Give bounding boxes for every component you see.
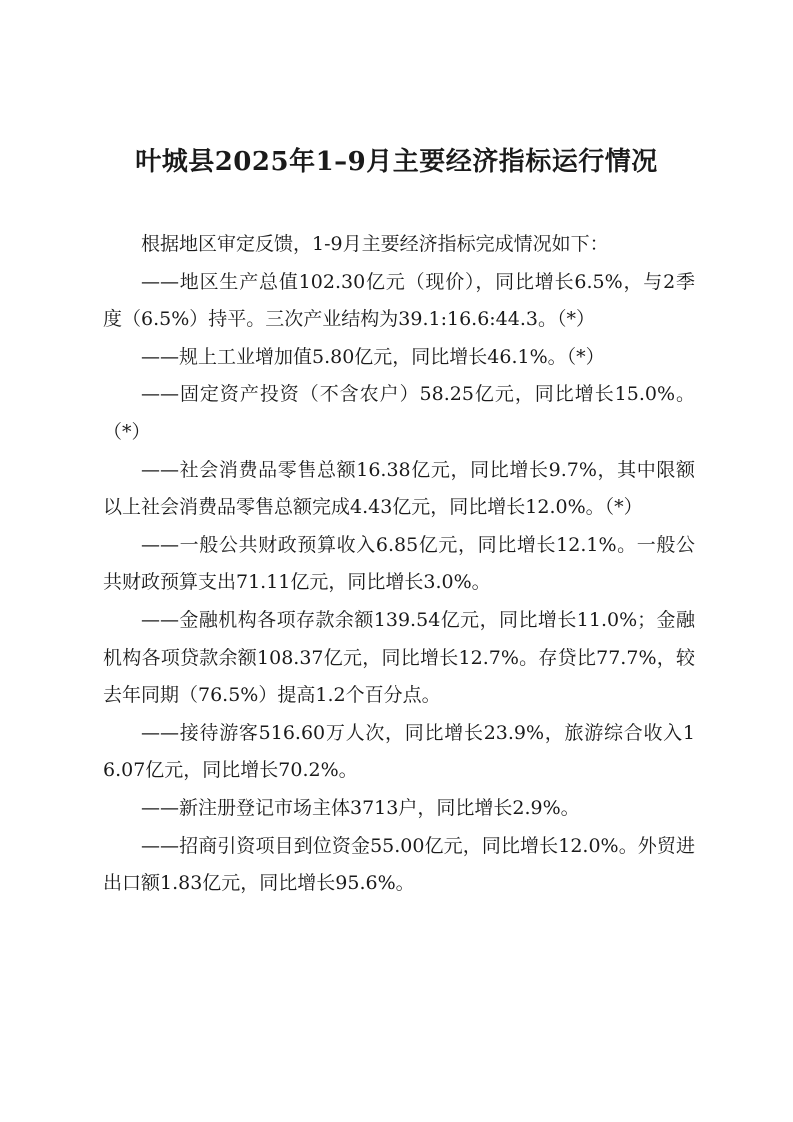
market-entities-paragraph: ——新注册登记市场主体3713户，同比增长2.9%。	[141, 796, 580, 819]
fixed-asset-investment-paragraph: ——固定资产投资（不含农户）58.25亿元，同比增长15.0%。（*）	[103, 383, 695, 443]
industrial-value-paragraph: ——规上工业增加值5.80亿元，同比增长46.1%。（*）	[141, 345, 605, 368]
tourism-paragraph: ——接待游客516.60万人次，同比增长23.9%，旅游综合收入16.07亿元，同比增长70.2%。	[103, 721, 695, 782]
document-title: 叶城县2025年1–9月主要经济指标运行情况	[135, 147, 658, 177]
document-body	[103, 226, 695, 903]
public-budget-paragraph: ——一般公共财政预算收入6.85亿元，同比增长12.1%。一般公共财政预算支出71.11亿元，同比增长3.0%。	[103, 533, 695, 594]
retail-sales-paragraph: ——社会消费品零售总额16.38亿元，同比增长9.7%，其中限额以上社会消费品零售总额完成4.43亿元，同比增长12.0%。（*）	[103, 458, 695, 519]
investment-trade-paragraph: ——招商引资项目到位资金55.00亿元，同比增长12.0%。外贸进出口额1.83亿元，同比增长95.6%。	[103, 834, 695, 895]
financial-deposits-paragraph: ——金融机构各项存款余额139.54亿元，同比增长11.0%；金融机构各项贷款余额108.37亿元，同比增长12.7%。存贷比77.7%，较去年同期（76.5%）提高1.2个百分点。	[103, 608, 695, 707]
intro-paragraph: 根据地区审定反馈，1-9月主要经济指标完成情况如下：	[141, 233, 609, 255]
gdp-paragraph: ——地区生产总值102.30亿元（现价），同比增长6.5%，与2季度（6.5%）持平。三次产业结构为39.1:16.6:44.3。（*）	[103, 270, 695, 331]
